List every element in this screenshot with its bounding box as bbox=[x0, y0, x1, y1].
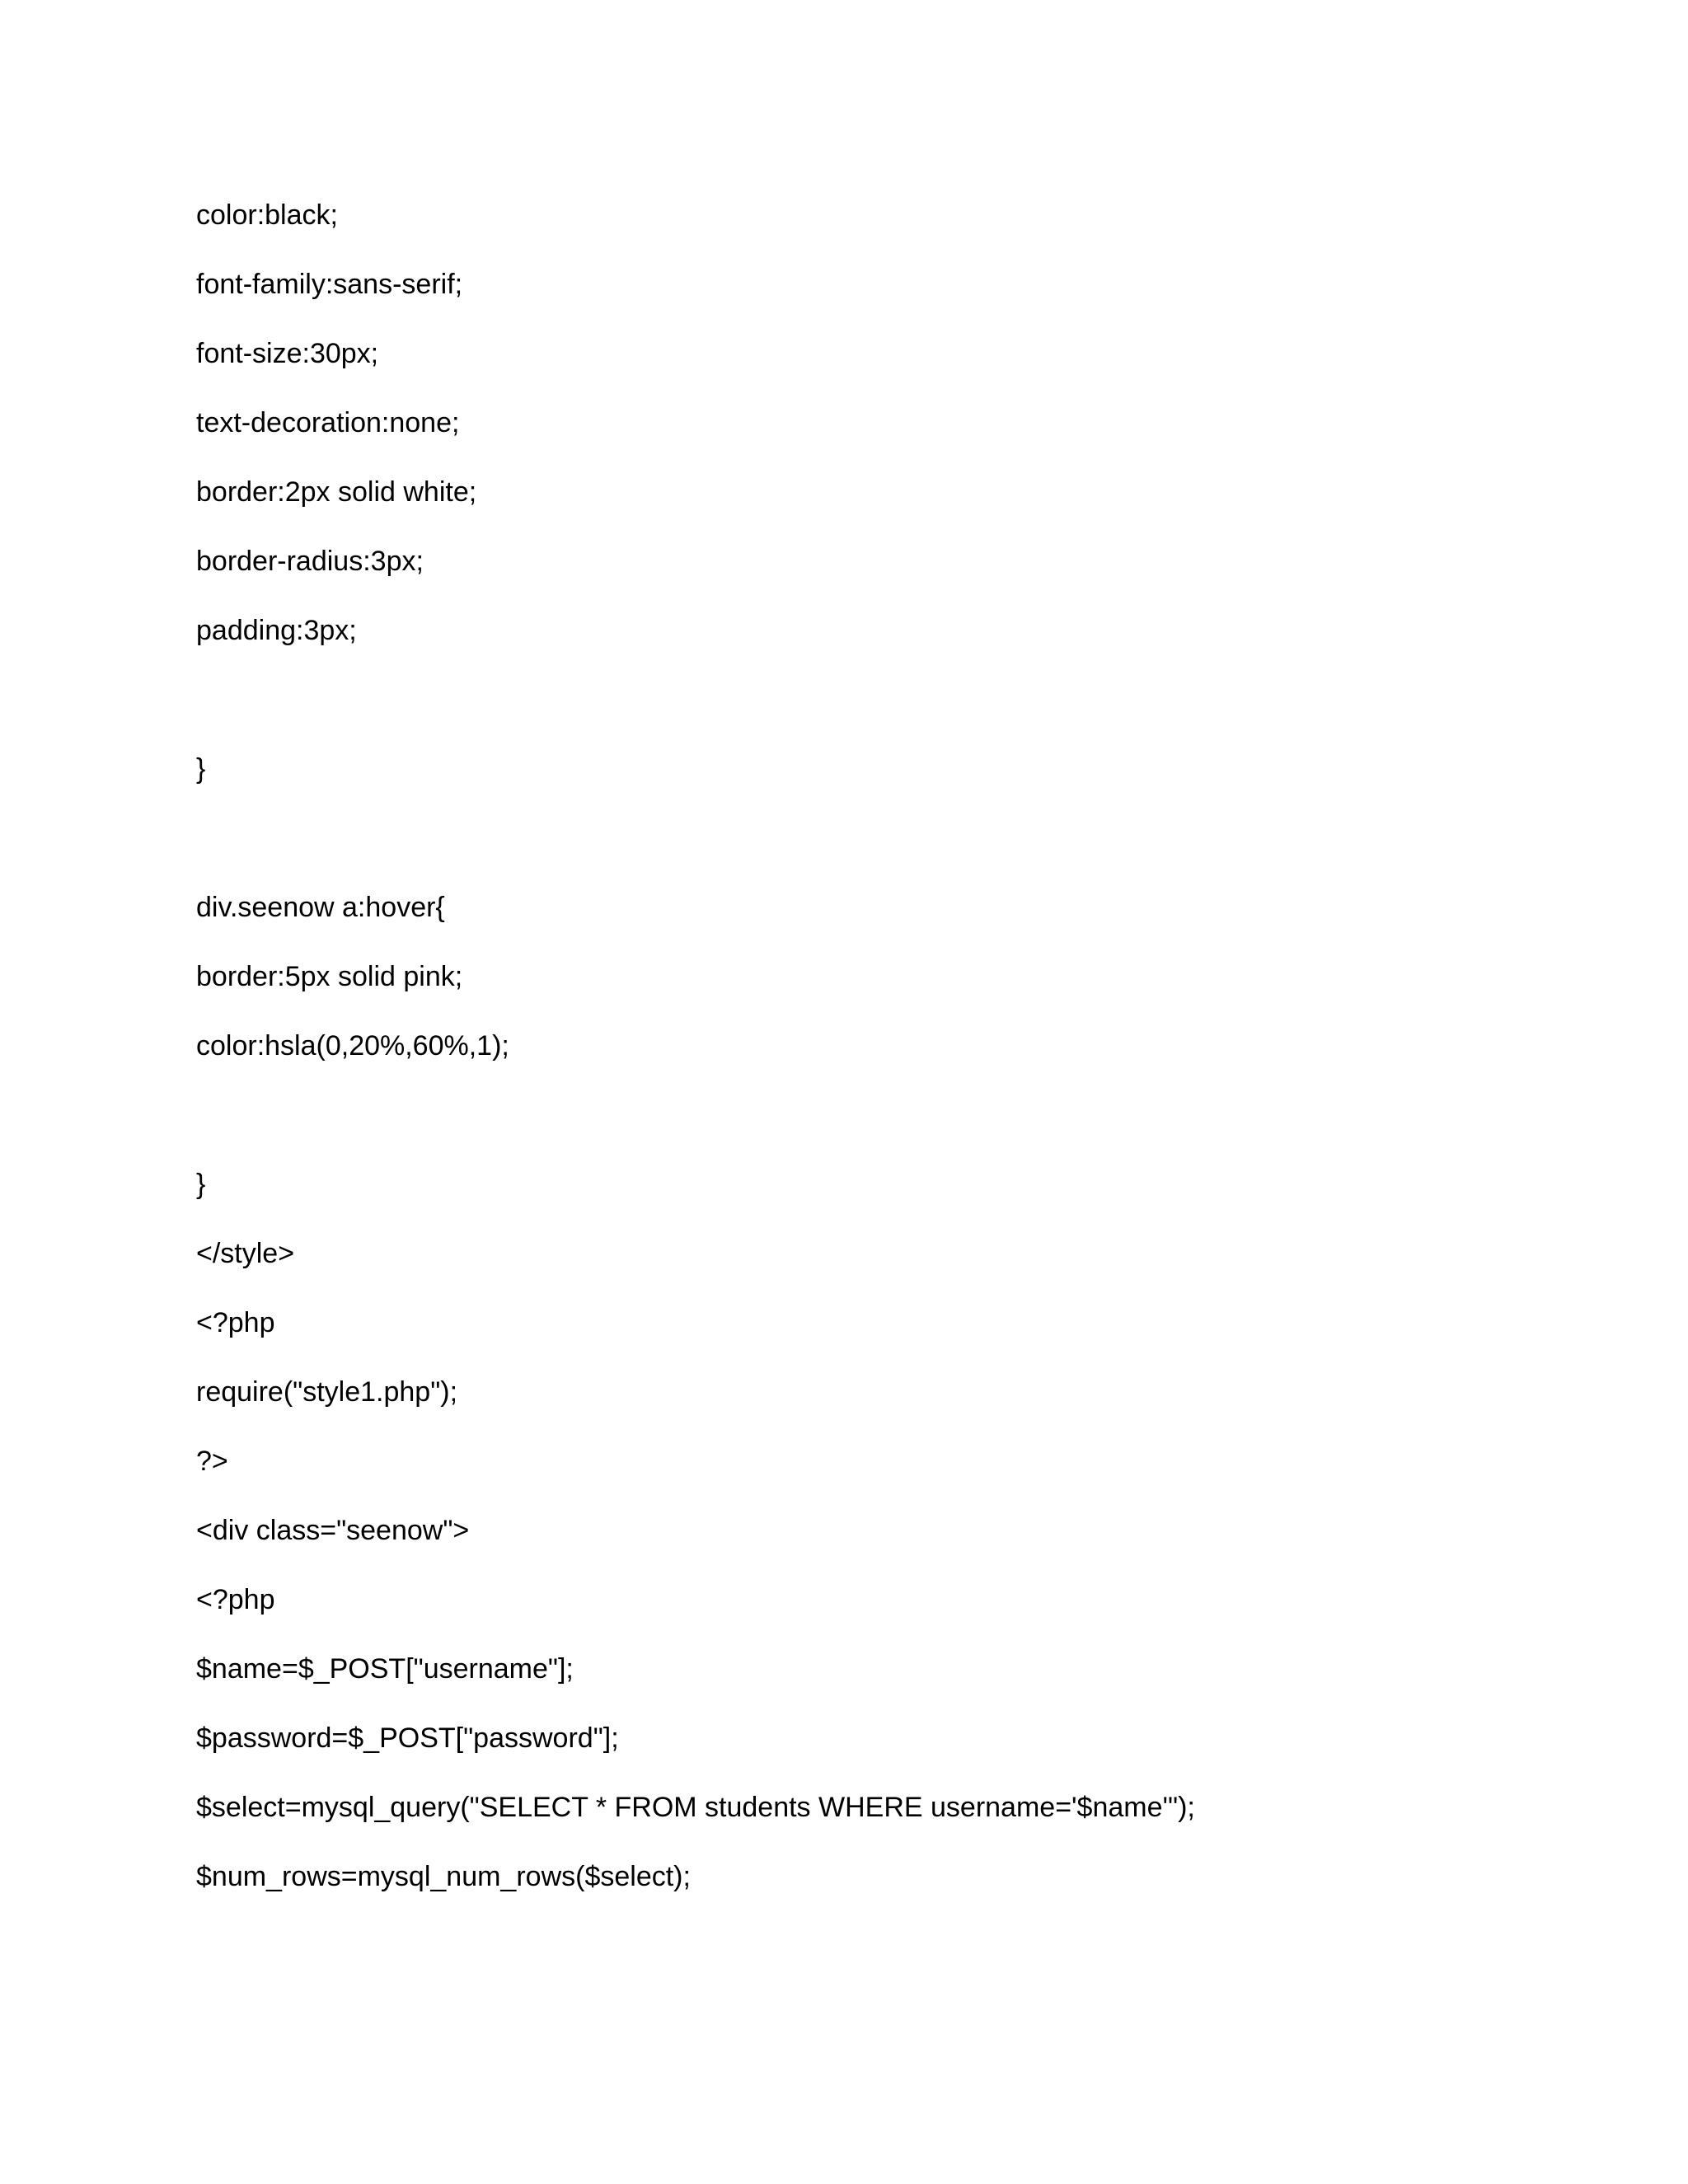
code-line-4: text-decoration:none; bbox=[196, 407, 460, 438]
code-line-22: $num_rows=mysql_num_rows($select); bbox=[196, 1861, 691, 1892]
code-line-6: border-radius:3px; bbox=[196, 546, 424, 577]
code-line-19: $name=$_POST["username"]; bbox=[196, 1653, 574, 1685]
code-line-15: require("style1.php"); bbox=[196, 1376, 458, 1408]
code-line-9: div.seenow a:hover{ bbox=[196, 892, 445, 923]
code-line-17: <div class="seenow"> bbox=[196, 1515, 470, 1546]
code-line-3: font-size:30px; bbox=[196, 338, 379, 369]
code-line-20: $password=$_POST["password"]; bbox=[196, 1722, 619, 1754]
code-line-18: <?php bbox=[196, 1584, 275, 1615]
code-line-10: border:5px solid pink; bbox=[196, 961, 463, 992]
code-line-13: </style> bbox=[196, 1238, 295, 1269]
code-line-11: color:hsla(0,20%,60%,1); bbox=[196, 1030, 509, 1062]
code-line-5: border:2px solid white; bbox=[196, 476, 477, 508]
code-line-7: padding:3px; bbox=[196, 615, 357, 646]
code-line-1: color:black; bbox=[196, 199, 338, 231]
code-line-16: ?> bbox=[196, 1446, 228, 1477]
code-line-12: } bbox=[196, 1169, 206, 1200]
code-line-2: font-family:sans-serif; bbox=[196, 269, 463, 300]
code-line-14: <?php bbox=[196, 1307, 275, 1338]
code-line-8: } bbox=[196, 753, 206, 785]
code-line-21: $select=mysql_query("SELECT * FROM students WHERE username='$name'"); bbox=[196, 1792, 1195, 1823]
